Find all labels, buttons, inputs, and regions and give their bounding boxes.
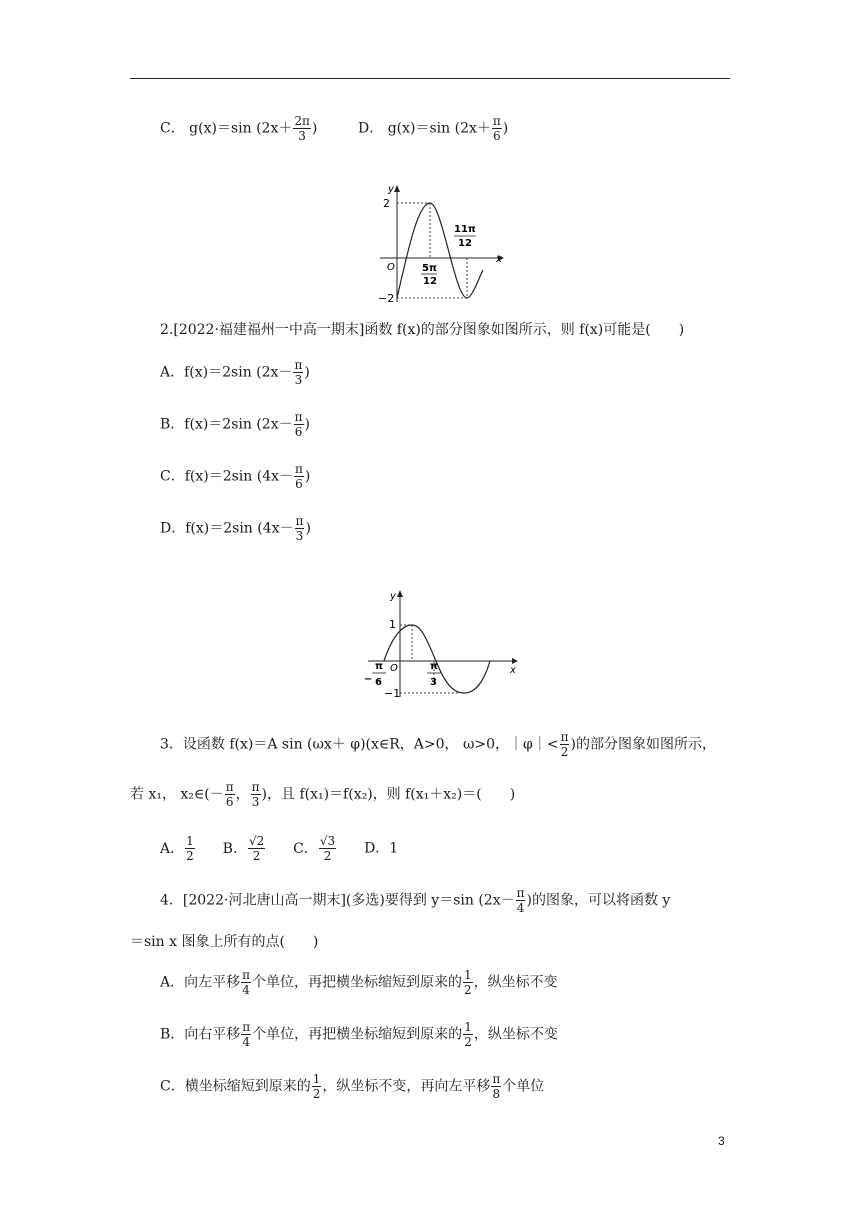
fraction: $\frac{√3}{2}$ (319, 834, 336, 863)
q3-option-a[interactable]: A． $\frac{1}{2}$ (160, 834, 194, 863)
sine-graph-2 (360, 585, 530, 705)
fraction: $\frac{\pi}{6}$ (294, 410, 303, 439)
y-max-label: 2 (383, 197, 390, 210)
y-min-label: −2 (378, 292, 395, 305)
y-axis-arrow (397, 590, 403, 597)
fraction: $\frac{\pi}{8}$ (492, 1072, 501, 1101)
sine-curve-1 (397, 203, 483, 298)
q4-option-a[interactable]: A．向左平移 $\frac{\pi}{4}$ 个单位，再把横坐标缩短到原来的 $\frac{1}{2}$ ，纵坐标不变 (160, 968, 558, 997)
origin-label: O (390, 663, 398, 674)
fraction: $\frac{1}{2}$ (464, 1020, 472, 1049)
question-4-line-2: ＝sin x 图象上所有的点( ) (130, 934, 319, 950)
sine-graph-1 (370, 180, 510, 310)
y-axis-arrow (394, 185, 400, 192)
fraction: $\frac{\pi}{4}$ (242, 968, 251, 997)
fraction: $\frac{\pi}{6}$ (225, 780, 234, 809)
fraction: $\frac{\pi}{6}$ (492, 114, 501, 143)
tick-neg-pi-6-den: 6 (375, 677, 382, 688)
y-max-label: 1 (389, 618, 396, 631)
fraction: $\frac{√2}{2}$ (248, 834, 265, 863)
q3-options (160, 834, 398, 863)
q3-option-d[interactable]: D．1 (364, 840, 399, 857)
fraction: $\frac{\pi}{3}$ (295, 514, 304, 543)
q2-option-b[interactable]: B．f(x)＝2sin (2x－ $\frac{\pi}{6}$ ) (160, 410, 310, 439)
tick-5pi-12-num: 5π (422, 263, 437, 274)
fraction: $\frac{1}{2}$ (312, 1072, 321, 1101)
q2-option-a[interactable]: A．f(x)＝2sin (2x－ $\frac{\pi}{3}$ ) (160, 358, 310, 387)
fraction: $\frac{2\pi}{3}$ (294, 114, 310, 143)
q3-option-c[interactable]: C． $\frac{√3}{2}$ (293, 834, 336, 863)
question-3-line-1: 3．设函数 f(x)＝A sin (ωx＋ φ)(x∈R，A>0， ω>0，｜φ｜< $\frac{\pi}{2}$ )的部分图象如图所示， (160, 730, 716, 759)
q2-option-d[interactable]: D．f(x)＝2sin (4x－ $\frac{\pi}{3}$ ) (160, 514, 311, 543)
q3-option-b[interactable]: B． $\frac{√2}{2}$ (222, 834, 265, 863)
question-3-line-2: 若 x₁， x₂∈(－ $\frac{\pi}{6}$ ， $\frac{\pi}{3}$ )，且 f(x₁)＝f(x₂)，则 f(x₁＋x₂)＝( ) (130, 780, 516, 809)
q4-option-c[interactable]: C．横坐标缩短到原来的 $\frac{1}{2}$ ，纵坐标不变，再向左平移 $\frac{\pi}{8}$ 个单位 (160, 1072, 545, 1101)
fraction: $\frac{1}{2}$ (186, 834, 194, 863)
option-c-prev: C． g(x)＝sin (2x＋ $\frac{2\pi}{3}$ ) (160, 114, 318, 143)
page-number: 3 (718, 1134, 725, 1148)
x-axis-label: x (510, 665, 516, 676)
origin-label: O (387, 262, 395, 273)
y-axis-label: y (390, 591, 396, 602)
tick-neg-sign: − (364, 674, 373, 685)
fraction: $\frac{1}{2}$ (464, 968, 472, 997)
tick-neg-pi-6-num: π (375, 661, 383, 672)
fraction: $\frac{\pi}{6}$ (295, 462, 303, 491)
tick-11pi-12-den: 12 (458, 238, 472, 249)
y-axis-label: y (388, 184, 394, 195)
tick-pi-3-den: 3 (430, 677, 437, 688)
question-2-stem: 2.[2022·福建福州一中高一期末]函数 f(x)的部分图象如图所示，则 f(x)可能是( ) (160, 322, 685, 338)
fraction: $\frac{\pi}{3}$ (294, 358, 303, 387)
y-min-label: −1 (384, 687, 401, 700)
x-axis-label: x (496, 254, 502, 265)
fraction: $\frac{\pi}{4}$ (516, 886, 525, 915)
option-d-prev: D． g(x)＝sin (2x＋ $\frac{\pi}{6}$ ) (358, 114, 509, 143)
tick-11pi-12-num: 11π (454, 224, 476, 235)
q4-option-b[interactable]: B．向右平移 $\frac{\pi}{4}$ 个单位，再把横坐标缩短到原来的 $\frac{1}{2}$ ，纵坐标不变 (160, 1020, 558, 1049)
fraction: $\frac{\pi}{2}$ (560, 730, 569, 759)
header-rule (130, 78, 730, 79)
x-axis-arrow (512, 658, 518, 664)
tick-5pi-12-den: 12 (423, 276, 437, 287)
tick-pi-3-num: π (430, 661, 438, 672)
q2-option-c[interactable]: C．f(x)＝2sin (4x－ $\frac{\pi}{6}$ ) (160, 462, 311, 491)
fraction: $\frac{\pi}{4}$ (242, 1020, 251, 1049)
fraction: $\frac{\pi}{3}$ (251, 780, 260, 809)
question-4-line-1: 4．[2022·河北唐山高一期末](多选)要得到 y＝sin (2x－ $\frac{\pi}{4}$ )的图象，可以将函数 y (160, 886, 671, 915)
